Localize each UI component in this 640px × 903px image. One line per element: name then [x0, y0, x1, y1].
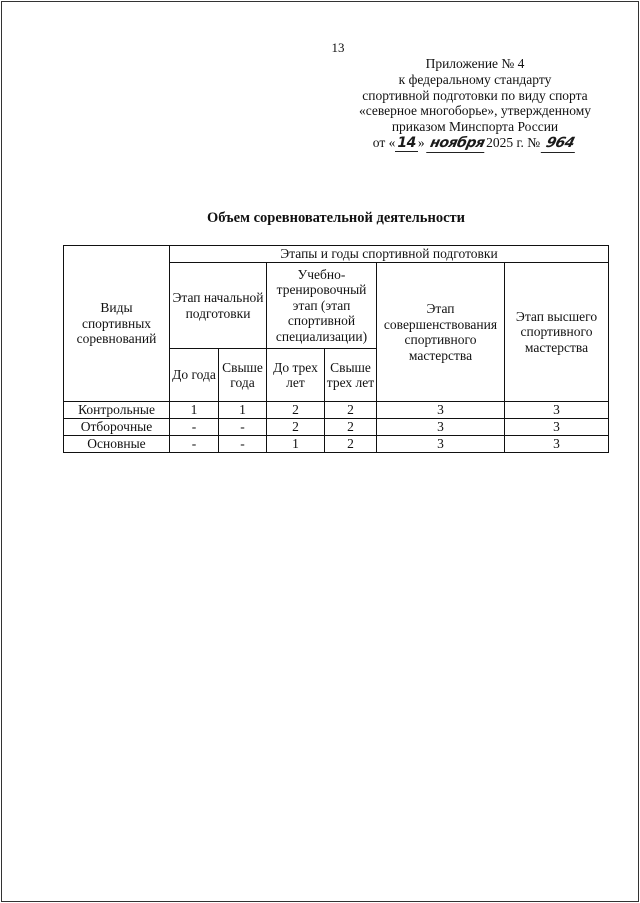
- date-year: 2025 г. №: [486, 134, 541, 150]
- table-cell: 2: [325, 436, 377, 453]
- table-row: [64, 419, 609, 436]
- order-number-handwritten: 964: [541, 136, 579, 153]
- table-cell: 1: [170, 402, 219, 419]
- row-label: Контрольные: [64, 402, 170, 419]
- row-label: Отборочные: [64, 419, 170, 436]
- table-cell: 3: [377, 419, 505, 436]
- table-cell: 2: [267, 419, 325, 436]
- competition-volume-table: [63, 245, 609, 453]
- date-day-handwritten: 14: [397, 134, 416, 151]
- header-stage-initial: Этап начальной подготовки: [170, 263, 267, 349]
- header-stages: Этапы и годы спортивной подготовки: [170, 246, 609, 263]
- header-stage-higher: Этап высшего спортивного мастерства: [505, 263, 609, 402]
- table-row: [64, 436, 609, 453]
- date-mid: »: [417, 134, 425, 150]
- table-cell: 2: [267, 402, 325, 419]
- appendix-line-5: приказом Минспорта России: [391, 119, 559, 135]
- date-month-handwritten: ноября: [426, 136, 488, 153]
- header-initial-over-year: Свыше года: [219, 349, 267, 402]
- header-training-up-to-three: До трех лет: [267, 349, 325, 402]
- appendix-date-line: [330, 135, 620, 153]
- table-cell: 2: [325, 419, 377, 436]
- document-heading: Объем соревновательной деятельности: [207, 210, 465, 226]
- table-cell: 3: [377, 402, 505, 419]
- table-cell: 1: [267, 436, 325, 453]
- table-cell: -: [219, 436, 267, 453]
- table-cell: 1: [219, 402, 267, 419]
- table-cell: 3: [505, 419, 609, 436]
- header-stage-improvement: Этап совершенствования спортивного мастерства: [377, 263, 505, 402]
- date-prefix: от «: [372, 134, 396, 150]
- table-cell: 2: [325, 402, 377, 419]
- table-cell: -: [219, 419, 267, 436]
- table-cell: 3: [505, 436, 609, 453]
- table-cell: 3: [377, 436, 505, 453]
- table-cell: -: [170, 436, 219, 453]
- table-cell: 3: [505, 402, 609, 419]
- header-training-over-three: Свыше трех лет: [325, 349, 377, 402]
- appendix-block: [330, 56, 620, 153]
- page-number: 13: [331, 40, 345, 55]
- table-row: [64, 402, 609, 419]
- appendix-line-3: спортивной подготовки по виду спорта: [362, 87, 588, 103]
- header-stage-training: Учебно-тренировочный этап (этап спортивной специализации): [267, 263, 377, 349]
- row-label: Основные: [64, 436, 170, 453]
- header-competition-kinds: Виды спортивных соревнований: [64, 246, 170, 402]
- table-cell: -: [170, 419, 219, 436]
- header-initial-up-to-year: До года: [170, 349, 219, 402]
- appendix-title: Приложение № 4: [425, 56, 525, 71]
- appendix-line-2: к федеральному стандарту: [398, 71, 552, 87]
- appendix-line-4: «северное многоборье», утвержденному: [358, 103, 592, 119]
